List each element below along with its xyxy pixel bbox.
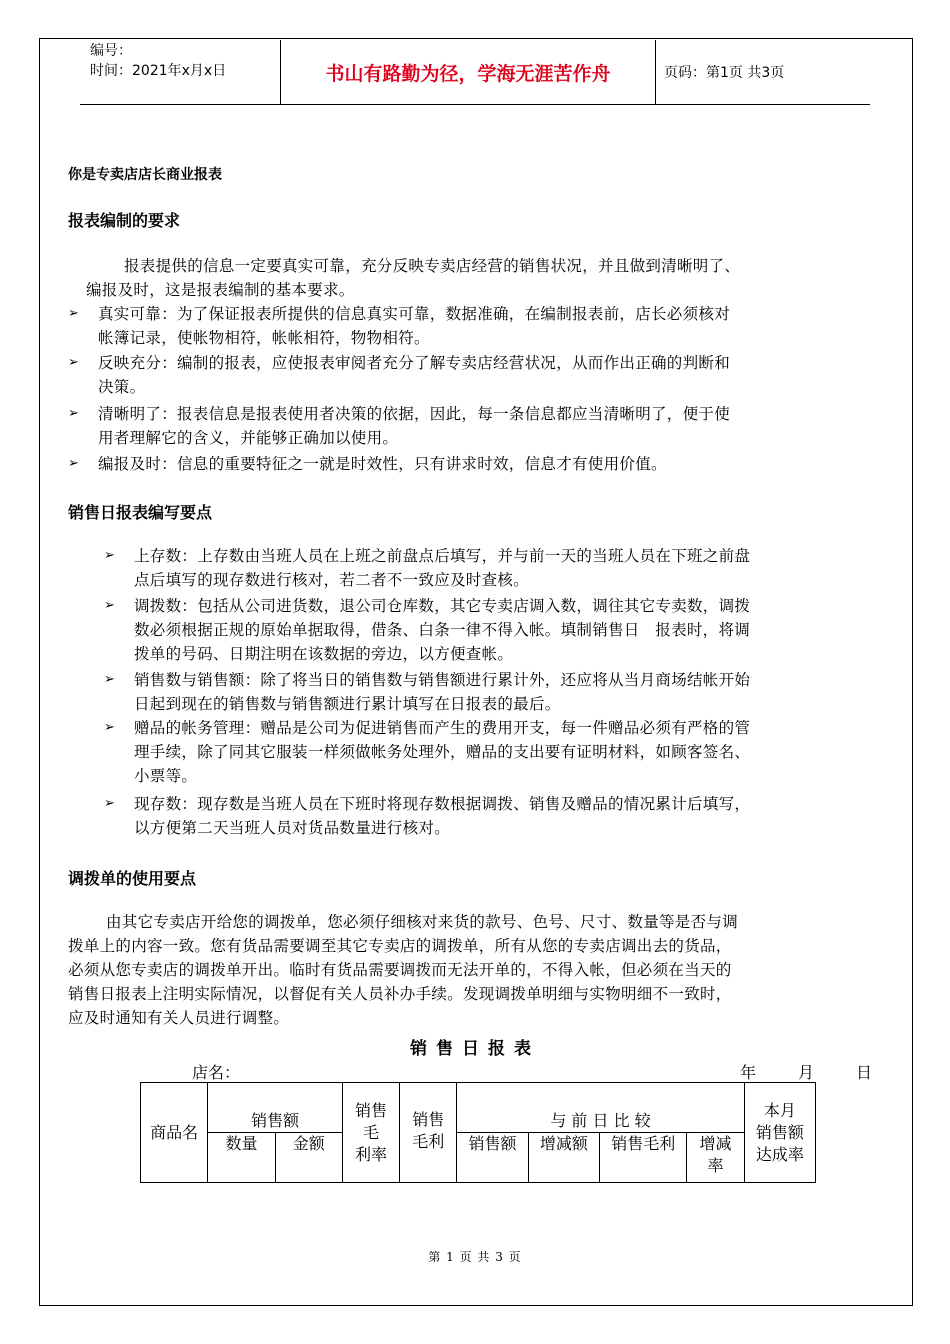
section-title-requirements: 报表编制的要求 [68,211,181,230]
bullet-arrow-icon: ➢ [68,355,80,370]
col-sales-amount-group: 销售额 [208,1083,343,1133]
col-gross-profit: 销售 毛利 [400,1083,457,1183]
paragraph-line: 由其它专卖店开给您的调拨单，您必须仔细核对来货的款号、色号、尺寸、数量等是否与调 [106,913,739,931]
paragraph-line: 销售日报表上注明实际情况，以督促有关人员补办手续。发现调拨单明细与实物明细不一致时， [68,985,732,1003]
list-item: ➢ 销售数与销售额：除了将当日的销售数与销售额进行累计外，还应将从当月商场结帐开始 日起到现在的销售数与销售额进行累计填写在日报表的最后。 [134,668,750,716]
paragraph-line: 拨单上的内容一致。您有货品需要调至其它专卖店的调拨单，所有从您的专卖店调出去的货品， [68,937,732,955]
date-day-label: 日 [856,1063,873,1082]
col-cmp-profit: 销售毛利 [600,1133,687,1183]
list-item: ➢ 清晰明了：报表信息是报表使用者决策的依据，因此，每一条信息都应当清晰明了，便于使 用者理解它的含义，并能够正确加以使用。 [98,402,730,450]
header-meta [90,41,226,81]
list-item: ➢ 上存数：上存数由当班人员在上班之前盘点后填写，并与前一天的当班人员在下班之前盘 点后填写的现存数进行核对，若二者不一致应及时查核。 [134,544,750,592]
col-month-achievement: 本月 销售额 达成率 [744,1083,815,1183]
intro-line: 编报及时，这是报表编制的基本要求。 [86,281,355,299]
paragraph-line: 必须从您专卖店的调拨单开出。临时有货品需要调拨而无法开单的，不得入帐，但必须在当天的 [68,961,732,979]
list-item: ➢ 现存数：现存数是当班人员在下班时将现存数根据调拨、销售及赠品的情况累计后填写， 以方便第二天当班人员对货品数量进行核对。 [134,792,750,840]
bullet-arrow-icon: ➢ [104,672,116,687]
bullet-arrow-icon: ➢ [104,720,116,735]
list-item: ➢ 真实可靠：为了保证报表所提供的信息真实可靠，数据准确，在编制报表前，店长必须核对 帐簿记录，使帐物相符，帐帐相符，物物相符。 [98,302,730,350]
daily-sales-report-table [140,1082,816,1183]
col-gross-margin-rate: 销售 毛 利率 [342,1083,399,1183]
list-item: ➢ 调拨数：包括从公司进货数，退公司仓库数，其它专卖店调入数，调往其它专卖数，调拨 数必须根据正规的原始单据取得，借条、白条一律不得入帐。填制销售日 报表时，将调 拨单的号码、日期注明在该数据的旁边，以方便查帐。 [134,594,750,666]
bullet-arrow-icon: ➢ [68,406,80,421]
doc-number-label: 编号： [90,43,132,59]
bullet-arrow-icon: ➢ [68,456,80,471]
section-title-daily-report: 销售日报表编写要点 [68,503,213,522]
page-header [80,40,870,105]
bullet-arrow-icon: ➢ [104,548,116,563]
col-cmp-rate: 增减 率 [687,1133,744,1183]
intro-line: 报表提供的信息一定要真实可靠，充分反映专卖店经营的销售状况，并且做到清晰明了、 [124,257,741,275]
col-amount: 金额 [275,1133,342,1183]
bullet-arrow-icon: ➢ [104,796,116,811]
list-item: ➢ 赠品的帐务管理：赠品是公司为促进销售而产生的费用开支，每一件赠品必须有严格的管 理手续，除了同其它服装一样须做帐务处理外，赠品的支出要有证明材料，如顾客签名、 小票等。 [134,716,750,788]
page-footer: 第 1 页 共 3 页 [428,1250,522,1264]
paragraph-line: 应及时通知有关人员进行调整。 [68,1009,290,1027]
col-cmp-sales: 销售额 [457,1133,528,1183]
doc-subtitle: 你是专卖店店长商业报表 [68,167,222,183]
date-month-label: 月 [798,1063,815,1082]
bullet-arrow-icon: ➢ [68,306,80,321]
bullet-arrow-icon: ➢ [104,598,116,613]
col-cmp-change: 增减额 [528,1133,599,1183]
list-item: ➢ 编报及时：信息的重要特征之一就是时效性，只有讲求时效，信息才有使用价值。 [98,452,667,476]
header-motto: 书山有路勤为径，学海无涯苦作舟 [280,40,656,104]
shop-label: 店名： [192,1063,241,1082]
col-compare-group: 与 前 日 比 较 [457,1083,744,1133]
section-title-transfer-slip: 调拨单的使用要点 [68,869,197,888]
header-page-info: 页码：第1页 共3页 [664,65,785,81]
col-product-name: 商品名 [141,1083,208,1183]
date-year-label: 年 [740,1063,757,1082]
doc-time-label: 时间：2021年x月x日 [90,63,227,79]
col-quantity: 数量 [208,1133,275,1183]
list-item: ➢ 反映充分：编制的报表，应使报表审阅者充分了解专卖店经营状况，从而作出正确的判断和 决策。 [98,351,730,399]
report-title: 销售日报表 [410,1039,540,1059]
